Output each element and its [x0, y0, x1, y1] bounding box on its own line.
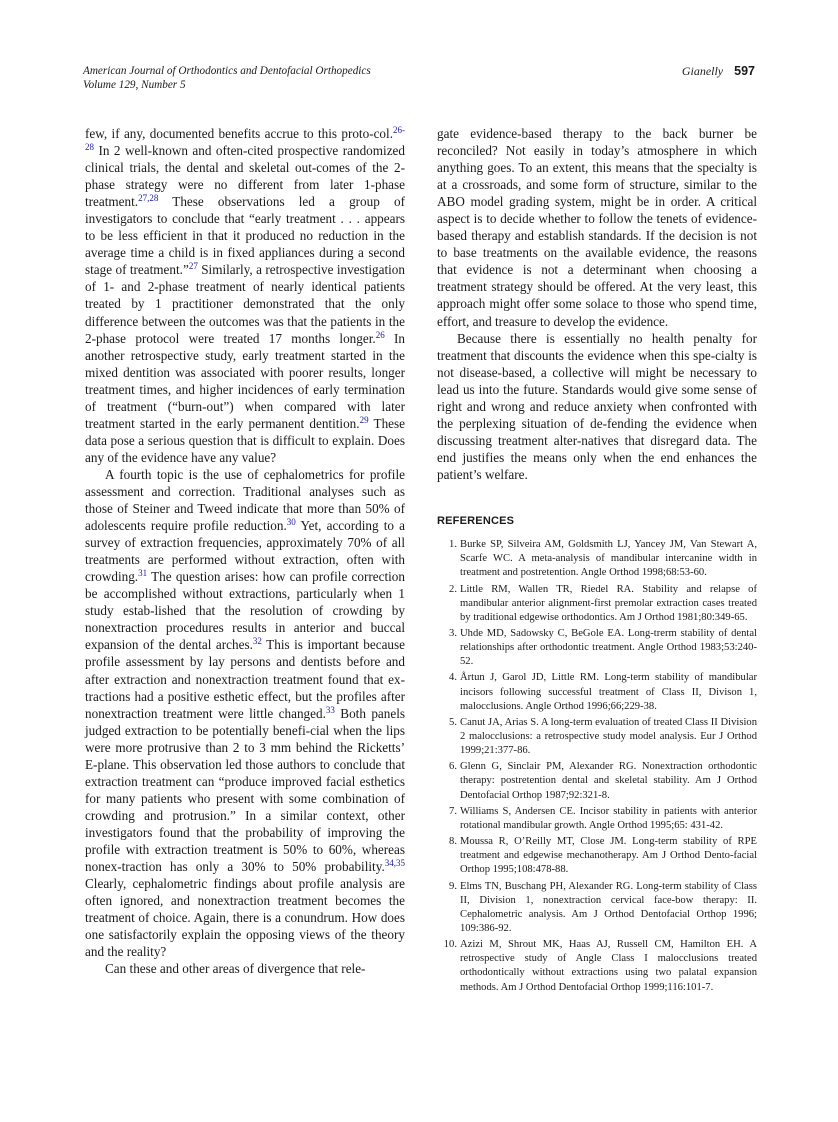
- reference-item: [437, 627, 757, 669]
- text-run: few, if any, documented benefits accrue to this proto-col.: [85, 126, 393, 141]
- reference-number: 1.: [449, 539, 457, 551]
- text-run: A fourth topic is the use of cephalometrics for profile assessment and correction. Traditional analyses such as those of Steiner and Tweed indicate that more than 50% of adolescents require profile reduction.: [85, 466, 405, 534]
- text-run: This is important because profile assessment by lay persons and dentists before and after extraction and nonextraction treatment found that ex-tractions had a positive esthetic effect, but the profiles after nonextraction treatment were little changed.: [85, 637, 405, 721]
- reference-item: [437, 538, 757, 580]
- reference-number: 4.: [449, 672, 457, 684]
- reference-text: Årtun J, Garol JD, Little RM. Long-term stability of mandibular incisors following successful treatment of Class II, Divison 1, malocclusions. Angle Orthod 1996;66;229-38.: [460, 672, 757, 712]
- citation-link[interactable]: 32: [252, 636, 262, 647]
- text-run: Both panels judged extraction to be potentially benefi-cial when the lips were more protrusive than 2 to 3 mm behind the Ricketts’ E-plane. This observation led those authors to conclude that extraction treatment can “produce improved facial esthetics for many patients who present with some combination of crowding and protrusion.” In a similar context, other investigators found that the probability of improving the profile with extraction treatment is 50% to 60%, whereas nonex-traction has only a 30% to 50% probability.: [85, 705, 406, 875]
- text-run: Can these and other areas of divergence that rele-: [105, 961, 366, 977]
- body-paragraph: [85, 125, 405, 466]
- reference-number: 10.: [443, 939, 457, 951]
- reference-item: [437, 760, 757, 802]
- reference-item: [437, 671, 757, 713]
- body-paragraph: gate evidence-based therapy to the back burner be reconciled? Not easily in today’s atmosphere in which anything goes. To an extent, this means that the specialty is at a crossroads, and some form of structure, similar to the ABO model grading system, might be in order. A critical aspect is to decide whether to follow the tenets of evidence-based therapy and establish standards. If the decision is not to base treatments on the available evidence, the reasons that evidence is not a determinant when choosing a treatment strategy should be offered. At the very least, this approach might offer some solace to those who spend time, effort, and treasure to develop the evidence.: [437, 126, 757, 329]
- reference-text: Little RM, Wallen TR, Riedel RA. Stability and relapse of mandibular anterior alignment-first premolar extraction cases treated by traditional edgewise orthodontics. Am J Orthod 1981;80:349-65.: [460, 583, 757, 623]
- citation-link[interactable]: 27,28: [138, 193, 159, 204]
- body-paragraph: Because there is essentially no health penalty for treatment that discounts the evidence when this spe-cialty is not disease-based, a collective will might be necessary to lead us into the future. Standards would give some sense of right and wrong and reduce anxiety when confronted with the perplexing situation of de-fending the evidence when discussing treatment alter-natives that disregard data. The end justifies the means only when the end enhances the patient’s welfare.: [437, 330, 757, 482]
- journal-volume: Volume 129, Number 5: [83, 79, 186, 91]
- running-author: Gianelly: [681, 64, 724, 78]
- journal-title: American Journal of Orthodontics and Dentofacial Orthopedics: [83, 65, 371, 77]
- reference-text: Uhde MD, Sadowsky C, BeGole EA. Long-trerm stability of dental relationships after orthodontic treatment. Angle Orthod 1983;53:240-52.: [460, 627, 757, 668]
- citation-link[interactable]: 26-28: [85, 125, 405, 153]
- text-run: Clearly, cephalometric findings about profile analysis are often ignored, and nonextraction treatment becomes the treatment of choice. Again, there is a conundrum. How does one satisfactorily explain the opposing views of the theory and the reality?: [85, 876, 405, 960]
- reference-item: [437, 835, 757, 877]
- reference-number: 9.: [449, 880, 457, 892]
- text-run: These observations led a group of investigators to conclude that “early treatment . . . appears to be less efficient in that it produced no reduction in the average time a child is in fixed appliances during a second stage of treatment.”: [85, 194, 405, 278]
- citation-link[interactable]: 27: [188, 261, 198, 272]
- left-column: [85, 125, 405, 977]
- reference-text: Canut JA, Arias S. A long-term evaluation of treated Class II Division 2 malocclusions: a retrospective study model analysis. Eur J Orthod 1999;21:377-86.: [460, 716, 757, 757]
- references-heading: REFERENCES: [437, 514, 515, 527]
- right-column: [437, 125, 757, 997]
- citation-link[interactable]: 31: [138, 568, 148, 579]
- text-run: The question arises: how can profile correction be accomplished without extractions, particularly when 1 study estab-lished that the resolution of crowding by nonextraction procedures results in anterior and buccal expansion of the dental arches.: [85, 569, 405, 653]
- text-run: In another retrospective study, early treatment started in the mixed dentition was associated with poorer results, longer treatment times, and higher incidences of early termination of treatment (“burn-out”) when compared with later treatment started in the early permanent dentition.: [85, 330, 405, 431]
- text-run: Yet, according to a survey of extraction frequencies, approximately 70% of all treatments are performed without extraction, often with crowding.: [85, 518, 405, 585]
- reference-text: Williams S, Andersen CE. Incisor stability in patients with anterior rotational mandibular growth. Angle Orthod 1995;65: 431-42.: [460, 805, 757, 831]
- reference-item: [437, 880, 757, 936]
- body-paragraph: [85, 466, 405, 960]
- text-run: These data pose a serious question that is difficult to explain. Does any of the evidence have any value?: [85, 415, 406, 465]
- reference-item: [437, 716, 757, 758]
- citation-link[interactable]: 34,35: [384, 858, 405, 869]
- reference-item: [437, 583, 757, 625]
- reference-number: 2.: [449, 583, 457, 595]
- reference-text: Moussa R, O’Reilly MT, Close JM. Long-term stability of RPE treatment and edgewise mechanotherapy. Am J Orthod Dento-facial Orthop 1995;108:478-88.: [460, 836, 757, 876]
- reference-number: 8.: [449, 836, 457, 848]
- reference-text: Elms TN, Buschang PH, Alexander RG. Long-term stability of Class II, Division 1, nonextraction cervical face-bow therapy: II. Cephalometric analysis. Am J Orthod Dentofacial Orthop 1996; 109:386-92.: [460, 880, 757, 934]
- reference-text: Azizi M, Shrout MK, Haas AJ, Russell CM, Hamilton EH. A retrospective study of Angle Class I malocclusions treated orthodontically without extractions using two palatal expansion methods. Am J Orthod Dentofacial Orthop 1999;116:101-7.: [460, 939, 757, 993]
- body-paragraph: [85, 960, 405, 977]
- text-run: In 2 well-known and often-cited prospective randomized clinical trials, the dental and skeletal out-comes of the 2-phase strategy were no different from later 1-phase treatment.: [85, 143, 405, 210]
- reference-text: Glenn G, Sinclair PM, Alexander RG. Nonextraction orthodontic therapy: postretention dental and skeletal stability. Am J Orthod Dentofacial Orthop 1987;92:321-8.: [460, 761, 757, 801]
- reference-list: [437, 538, 757, 995]
- citation-link[interactable]: 26: [375, 329, 385, 340]
- page-number: 597: [734, 64, 755, 78]
- citation-link[interactable]: 33: [325, 704, 335, 715]
- page-info: [682, 64, 755, 78]
- journal-info: [83, 64, 371, 92]
- citation-link[interactable]: 29: [359, 414, 369, 425]
- reference-number: 7.: [449, 805, 457, 817]
- reference-item: [437, 938, 757, 994]
- text-run: Similarly, a retrospective investigation of 1- and 2-phase treatment of nearly identical patients treated by 1 practitioner demonstrated that the only difference between the outcomes was that the patients in the 2-phase protocol were treated 17 months longer.: [85, 262, 405, 346]
- running-header: [83, 64, 755, 96]
- reference-item: [437, 805, 757, 833]
- reference-number: 5.: [449, 716, 457, 728]
- reference-text: Burke SP, Silveira AM, Goldsmith LJ, Yancey JM, Van Stewart A, Scarfe WC. A meta-analysis of mandibular intercanine width in treatment and postretention. Angle Orthod 1998;68:53-60.: [460, 539, 757, 579]
- citation-link[interactable]: 30: [286, 517, 296, 528]
- reference-number: 6.: [449, 761, 457, 773]
- reference-number: 3.: [449, 627, 457, 639]
